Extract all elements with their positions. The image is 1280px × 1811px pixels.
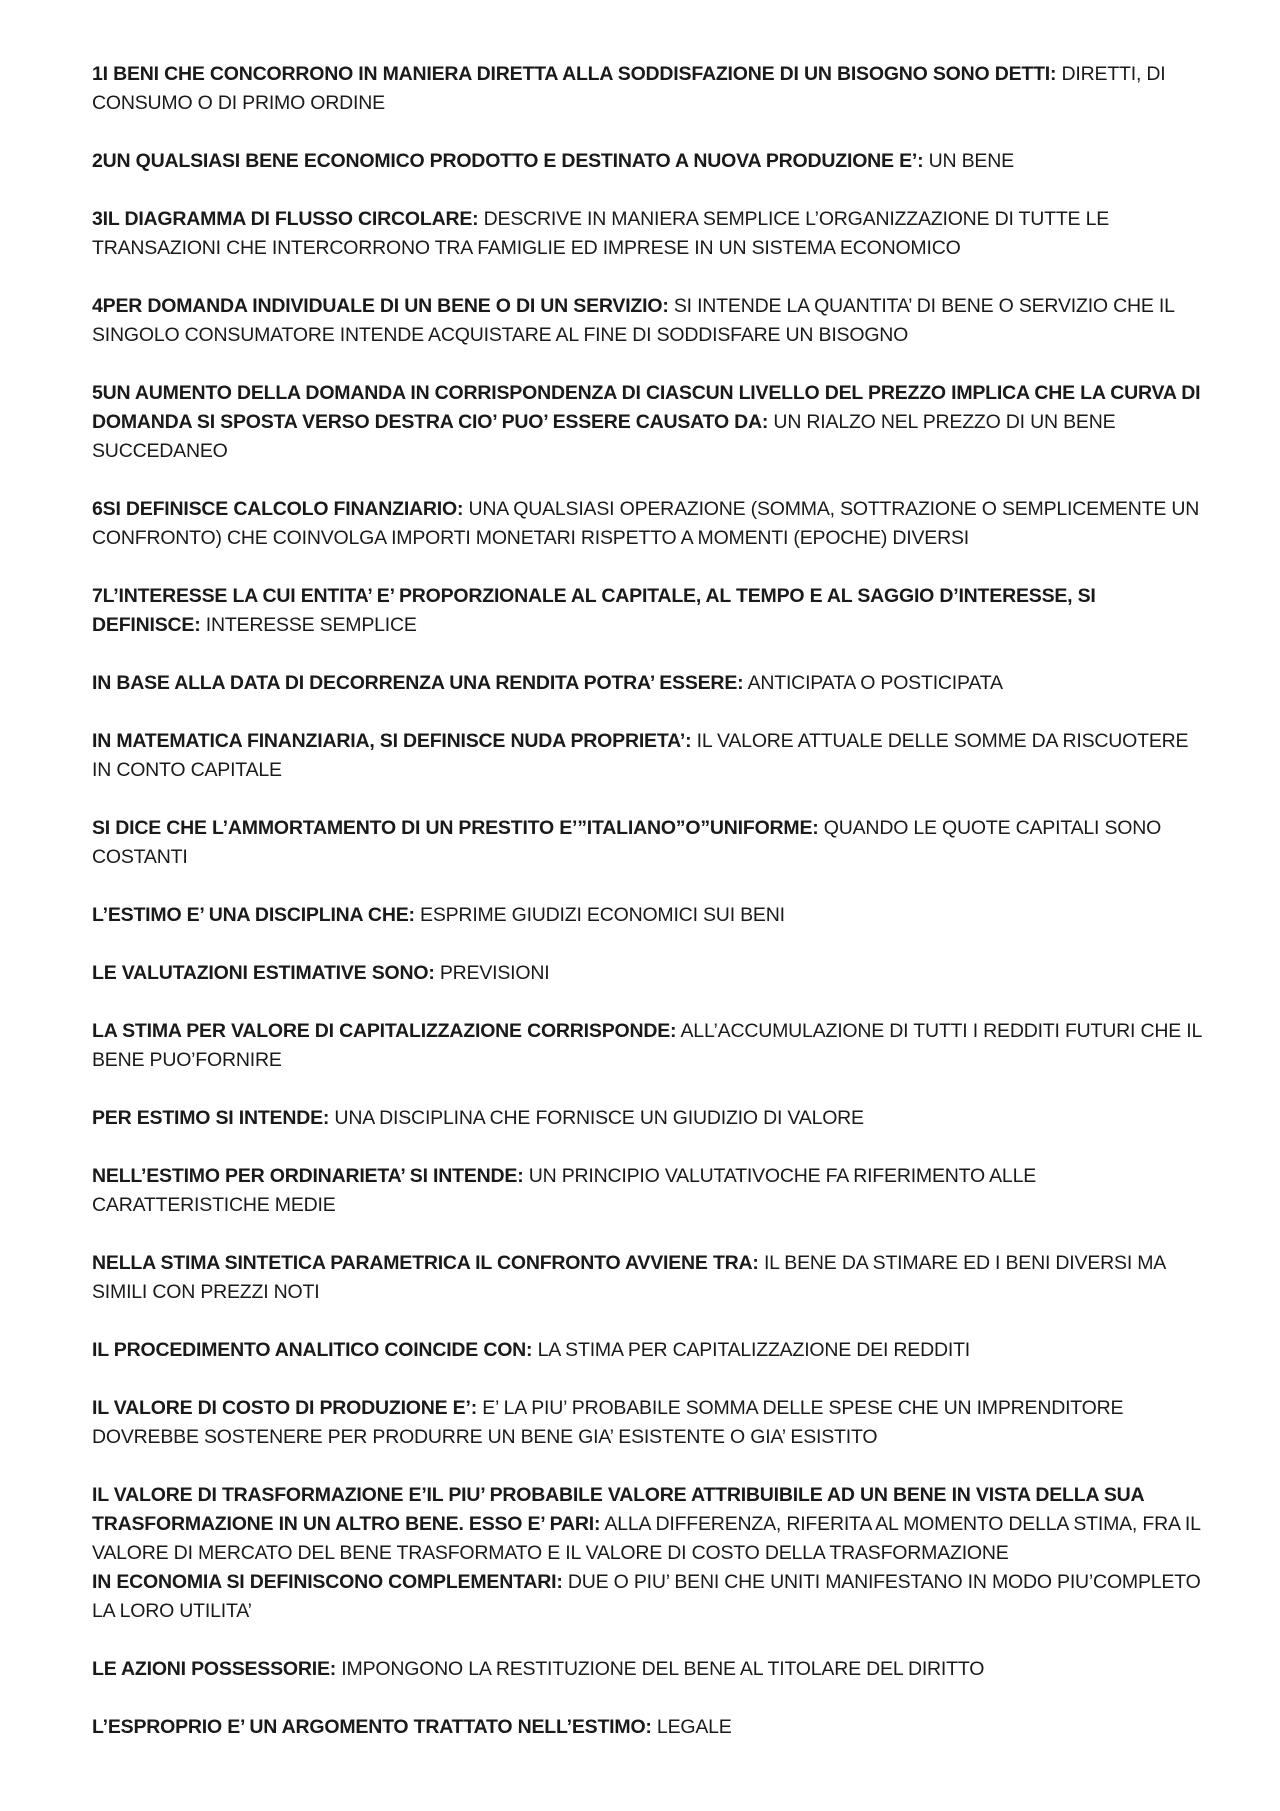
question: IL PROCEDIMENTO ANALITICO COINCIDE CON: <box>92 1339 533 1361</box>
question: 1I BENI CHE CONCORRONO IN MANIERA DIRETTA ALLA SODDISFAZIONE DI UN BISOGNO SONO DETTI: <box>92 63 1057 85</box>
answer: ALLA DIFFERENZA, RIFERITA AL MOMENTO DELLA STIMA, FRA IL VALORE DI MERCATO DEL BENE TRASFORMATO E IL VALORE DI COSTO DELLA TRASFORMAZIONE <box>92 1513 1201 1564</box>
answer: LEGALE <box>651 1716 732 1738</box>
answer: E’ LA PIU’ PROBABILE SOMMA DELLE SPESE CHE UN IMPRENDITORE DOVREBBE SOSTENERE PER PRODURRE UN BENE GIA’ ESISTENTE O GIA’ ESISTITO <box>92 1397 1124 1448</box>
qa-item-18 <box>92 1394 1202 1452</box>
answer: DIRETTI, DI CONSUMO O DI PRIMO ORDINE <box>92 63 1166 114</box>
question: 2UN QUALSIASI BENE ECONOMICO PRODOTTO E DESTINATO A NUOVA PRODUZIONE E’: <box>92 150 924 172</box>
answer: INTERESSE SEMPLICE <box>200 614 417 636</box>
question: 7L’INTERESSE LA CUI ENTITA’ E’ PROPORZIONALE AL CAPITALE, AL TEMPO E AL SAGGIO D’INTERESSE, SI DEFINISCE: <box>92 585 1096 636</box>
qa-item-2 <box>92 147 1202 176</box>
qa-item-8 <box>92 669 1202 698</box>
qa-item-10 <box>92 814 1202 872</box>
answer: UNA QUALSIASI OPERAZIONE (SOMMA, SOTTRAZIONE O SEMPLICEMENTE UN CONFRONTO) CHE COINVOLGA IMPORTI MONETARI RISPETTO A MOMENTI (EPOCHE) DIVERSI <box>92 498 1200 549</box>
question: IN MATEMATICA FINANZIARIA, SI DEFINISCE NUDA PROPRIETA’: <box>92 730 692 752</box>
answer: IL BENE DA STIMARE ED I BENI DIVERSI MA SIMILI CON PREZZI NOTI <box>92 1252 1166 1303</box>
qa-item-12 <box>92 959 1202 988</box>
qa-item-20 <box>92 1568 1202 1626</box>
qa-item-17 <box>92 1336 1202 1365</box>
qa-item-22 <box>92 1713 1202 1742</box>
qa-item-3 <box>92 205 1202 263</box>
answer: SI INTENDE LA QUANTITA’ DI BENE O SERVIZIO CHE IL SINGOLO CONSUMATORE INTENDE ACQUISTARE AL FINE DI SODDISFARE UN BISOGNO <box>92 295 1175 346</box>
qa-item-13 <box>92 1017 1202 1075</box>
answer: ESPRIME GIUDIZI ECONOMICI SUI BENI <box>414 904 785 926</box>
qa-item-4 <box>92 292 1202 350</box>
qa-item-14 <box>92 1104 1202 1133</box>
qa-item-19 <box>92 1481 1202 1568</box>
answer: LA STIMA PER CAPITALIZZAZIONE DEI REDDITI <box>532 1339 971 1361</box>
answer: UN PRINCIPIO VALUTATIVOCHE FA RIFERIMENTO ALLE CARATTERISTICHE MEDIE <box>92 1165 1037 1216</box>
qa-item-7 <box>92 582 1202 640</box>
qa-item-11 <box>92 901 1202 930</box>
question: PER ESTIMO SI INTENDE: <box>92 1107 330 1129</box>
question: L’ESTIMO E’ UNA DISCIPLINA CHE: <box>92 904 415 926</box>
question: 3IL DIAGRAMMA DI FLUSSO CIRCOLARE: <box>92 208 479 230</box>
qa-item-21 <box>92 1655 1202 1684</box>
question: IN ECONOMIA SI DEFINISCONO COMPLEMENTARI: <box>92 1571 563 1593</box>
document-page <box>92 60 1202 1771</box>
answer: UN BENE <box>923 150 1014 172</box>
qa-item-1 <box>92 60 1202 118</box>
question: L’ESPROPRIO E’ UN ARGOMENTO TRATTATO NELL’ESTIMO: <box>92 1716 652 1738</box>
question: 6SI DEFINISCE CALCOLO FINANZIARIO: <box>92 498 464 520</box>
answer: ANTICIPATA O POSTICIPATA <box>743 672 1003 694</box>
question: NELL’ESTIMO PER ORDINARIETA’ SI INTENDE: <box>92 1165 524 1187</box>
answer: PREVISIONI <box>434 962 550 984</box>
question: NELLA STIMA SINTETICA PARAMETRICA IL CONFRONTO AVVIENE TRA: <box>92 1252 759 1274</box>
answer: QUANDO LE QUOTE CAPITALI SONO COSTANTI <box>92 817 1162 868</box>
qa-item-6 <box>92 495 1202 553</box>
answer: UN RIALZO NEL PREZZO DI UN BENE SUCCEDANEO <box>92 411 1116 462</box>
question: 4PER DOMANDA INDIVIDUALE DI UN BENE O DI UN SERVIZIO: <box>92 295 669 317</box>
question: IN BASE ALLA DATA DI DECORRENZA UNA RENDITA POTRA’ ESSERE: <box>92 672 744 694</box>
answer: DUE O PIU’ BENI CHE UNITI MANIFESTANO IN MODO PIU’COMPLETO LA LORO UTILITA’ <box>92 1571 1201 1622</box>
answer: ALL’ACCUMULAZIONE DI TUTTI I REDDITI FUTURI CHE IL BENE PUO’FORNIRE <box>92 1020 1202 1071</box>
answer: DESCRIVE IN MANIERA SEMPLICE L’ORGANIZZAZIONE DI TUTTE LE TRANSAZIONI CHE INTERCORRONO TRA FAMIGLIE ED IMPRESE IN UN SISTEMA ECONOMICO <box>92 208 1110 259</box>
question: 5UN AUMENTO DELLA DOMANDA IN CORRISPONDENZA DI CIASCUN LIVELLO DEL PREZZO IMPLICA CHE LA CURVA DI DOMANDA SI SPOSTA VERSO DESTRA CIO’ PUO’ ESSERE CAUSATO DA: <box>92 382 1201 433</box>
qa-item-15 <box>92 1162 1202 1220</box>
question: LA STIMA PER VALORE DI CAPITALIZZAZIONE CORRISPONDE: <box>92 1020 677 1042</box>
qa-item-9 <box>92 727 1202 785</box>
question: IL VALORE DI COSTO DI PRODUZIONE E’: <box>92 1397 477 1419</box>
answer: UNA DISCIPLINA CHE FORNISCE UN GIUDIZIO DI VALORE <box>329 1107 864 1129</box>
answer: IMPONGONO LA RESTITUZIONE DEL BENE AL TITOLARE DEL DIRITTO <box>336 1658 985 1680</box>
question: SI DICE CHE L’AMMORTAMENTO DI UN PRESTITO E’”ITALIANO”O”UNIFORME: <box>92 817 819 839</box>
answer: IL VALORE ATTUALE DELLE SOMME DA RISCUOTERE IN CONTO CAPITALE <box>92 730 1189 781</box>
qa-item-5 <box>92 379 1202 466</box>
question: IL VALORE DI TRASFORMAZIONE E’IL PIU’ PROBABILE VALORE ATTRIBUIBILE AD UN BENE IN VISTA DELLA SUA TRASFORMAZIONE IN UN ALTRO BENE. ESSO E’ PARI: <box>92 1484 1144 1535</box>
qa-item-16 <box>92 1249 1202 1307</box>
question: LE VALUTAZIONI ESTIMATIVE SONO: <box>92 962 435 984</box>
question: LE AZIONI POSSESSORIE: <box>92 1658 337 1680</box>
